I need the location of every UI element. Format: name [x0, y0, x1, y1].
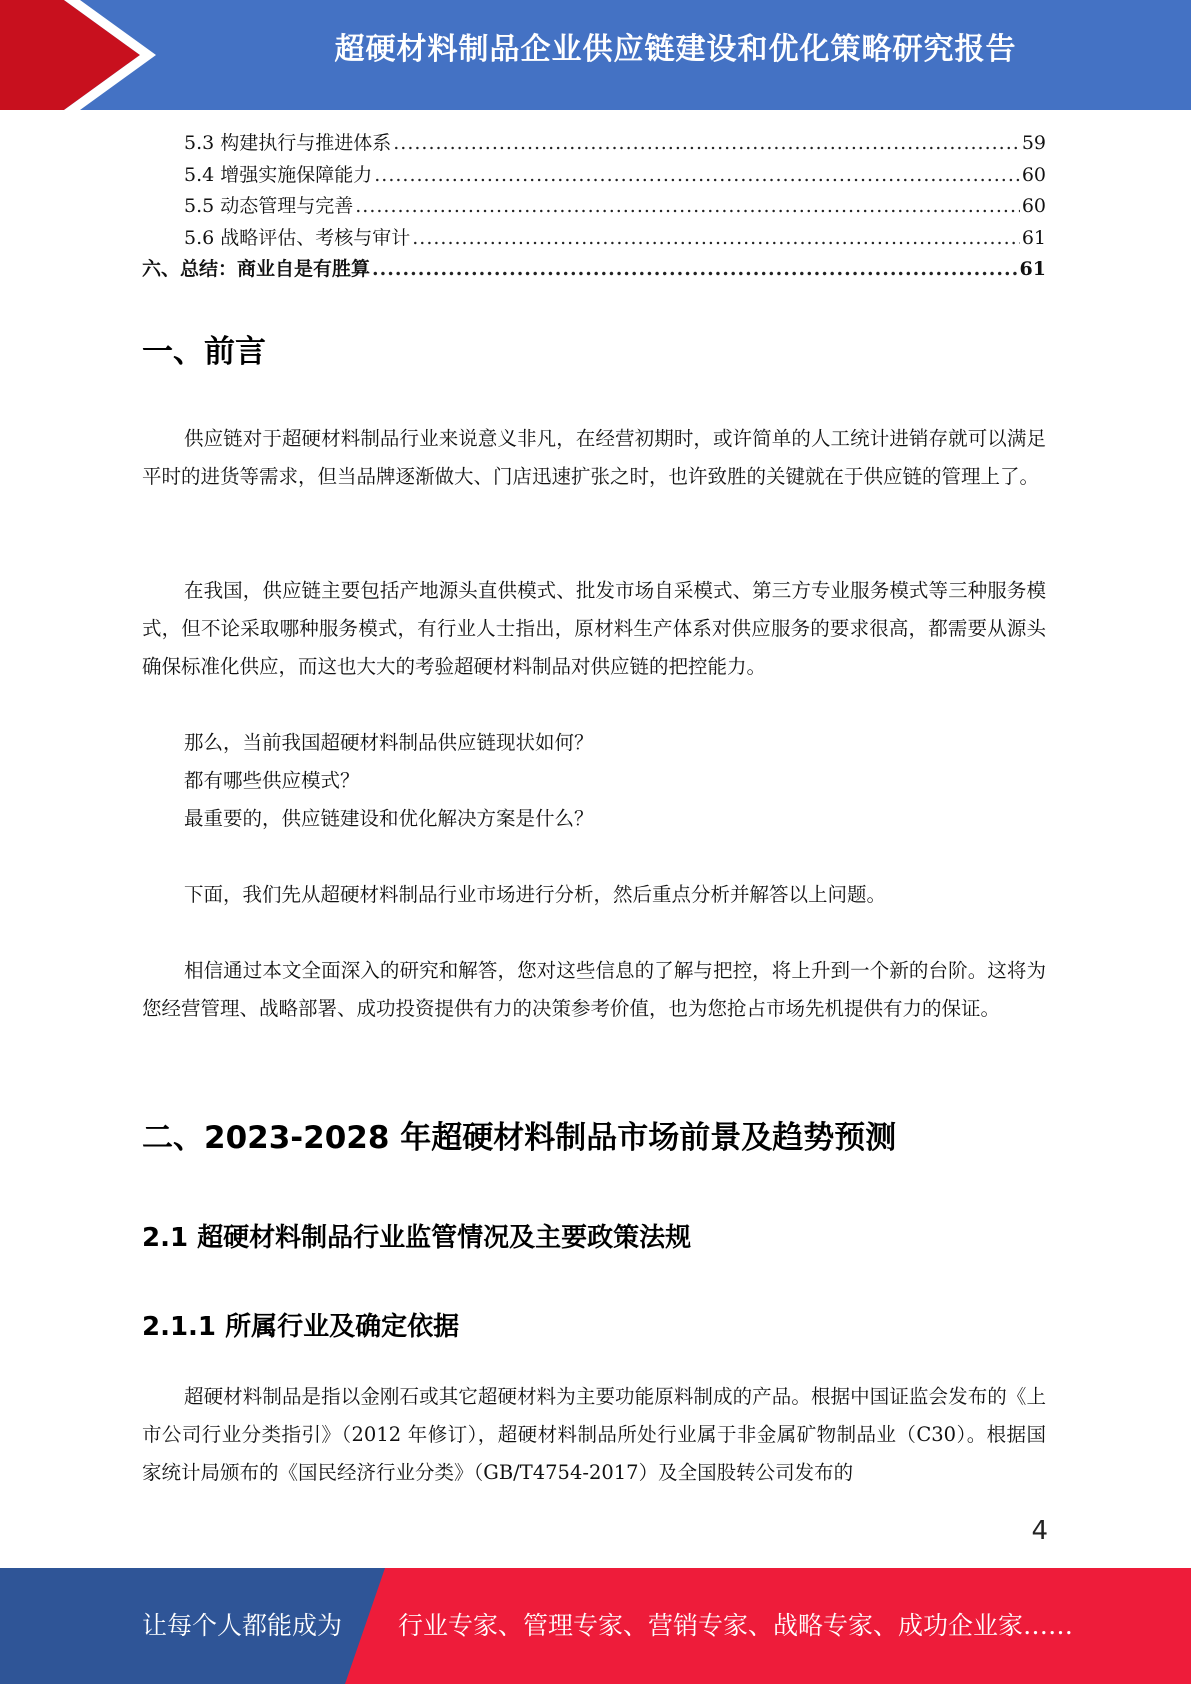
paragraph: 超硬材料制品是指以金刚石或其它超硬材料为主要功能原料制成的产品。根据中国证监会发布的《上市公司行业分类指引》（2012 年修订），超硬材料制品所处行业属于非金属矿物制品业（C30）。根据国家统计局颁布的《国民经济行业分类》（GB/T4754-2017）及全国股转公司发布的 [142, 1385, 1046, 1484]
paragraph: 在我国，供应链主要包括产地源头直供模式、批发市场自采模式、第三方专业服务模式等三种服务模式，但不论采取哪种服务模式，有行业人士指出，原材料生产体系对供应服务的要求很高，都需要从源头确保标准化供应，而这也大大的考验超硬材料制品对供应链的把控能力。 [142, 579, 1046, 678]
toc-entry[interactable] [142, 191, 1046, 223]
footer-slogan-left: 让每个人都能成为 [142, 1611, 343, 1640]
toc-entry-page: 60 [1021, 195, 1046, 217]
subsubsection [142, 1306, 1046, 1343]
toc-entry[interactable] [142, 223, 1046, 255]
toc-entry-page: 59 [1021, 132, 1046, 154]
question-list [142, 724, 1046, 838]
preface-body [142, 876, 1046, 914]
section-preface [142, 326, 1046, 371]
question-line: 最重要的，供应链建设和优化解决方案是什么？ [184, 807, 594, 830]
page-number: 4 [1031, 1516, 1048, 1546]
toc-leader-dots [355, 195, 1020, 217]
preface-body [142, 420, 1046, 496]
toc-leader-dots [374, 164, 1020, 186]
subsection-heading: 2.1 超硬材料制品行业监管情况及主要政策法规 [142, 1223, 692, 1253]
paragraph: 相信通过本文全面深入的研究和解答，您对这些信息的了解与把控，将上升到一个新的台阶。这将为您经营管理、战略部署、成功投资提供有力的决策参考价值，也为您抢占市场先机提供有力的保证。 [142, 959, 1046, 1020]
toc-entry-page: 61 [1021, 226, 1046, 249]
page-header [0, 0, 1191, 110]
header-arrow-decoration [0, 0, 160, 110]
toc-entry-page: 60 [1021, 163, 1046, 186]
toc-entry-label: 六、总结：商业自是有胜算 [142, 258, 371, 280]
toc-leader-dots [393, 132, 1020, 154]
toc-entry-label: 5.3 构建执行与推进体系 [184, 132, 392, 154]
toc-entry[interactable] [142, 160, 1046, 192]
toc-entry-label: 5.6 战略评估、考核与审计 [184, 226, 411, 249]
paragraph: 下面，我们先从超硬材料制品行业市场进行分析，然后重点分析并解答以上问题。 [184, 883, 887, 906]
page-footer [0, 1568, 1191, 1684]
footer-slogan-right: 行业专家、管理专家、营销专家、战略专家、成功企业家…… [398, 1611, 1074, 1640]
subsubsection-heading: 2.1.1 所属行业及确定依据 [142, 1312, 460, 1342]
question-line: 那么，当前我国超硬材料制品供应链现状如何？ [184, 731, 594, 754]
industry-body [142, 1378, 1046, 1492]
toc-leader-dots [372, 258, 1018, 280]
preface-body [142, 952, 1046, 1028]
preface-body [142, 572, 1046, 686]
toc-entry[interactable] [142, 254, 1046, 286]
toc-entry-label: 5.5 动态管理与完善 [184, 195, 354, 217]
section-market-outlook [142, 1112, 1046, 1157]
paragraph: 供应链对于超硬材料制品行业来说意义非凡，在经营初期时，或许简单的人工统计进销存就可以满足平时的进货等需求，但当品牌逐渐做大、门店迅速扩张之时，也许致胜的关键就在于供应链的管理上了。 [142, 427, 1046, 488]
section-heading: 一、前言 [142, 334, 266, 370]
table-of-contents [142, 128, 1046, 286]
header-title: 超硬材料制品企业供应链建设和优化策略研究报告 [334, 32, 1017, 67]
toc-entry-label: 5.4 增强实施保障能力 [184, 163, 373, 186]
toc-entry[interactable] [142, 128, 1046, 160]
subsection [142, 1217, 1046, 1254]
toc-entry-page: 61 [1019, 258, 1046, 280]
question-line: 都有哪些供应模式？ [184, 769, 360, 792]
section-heading: 二、2023-2028 年超硬材料制品市场前景及趋势预测 [142, 1120, 897, 1156]
toc-leader-dots [412, 227, 1020, 249]
